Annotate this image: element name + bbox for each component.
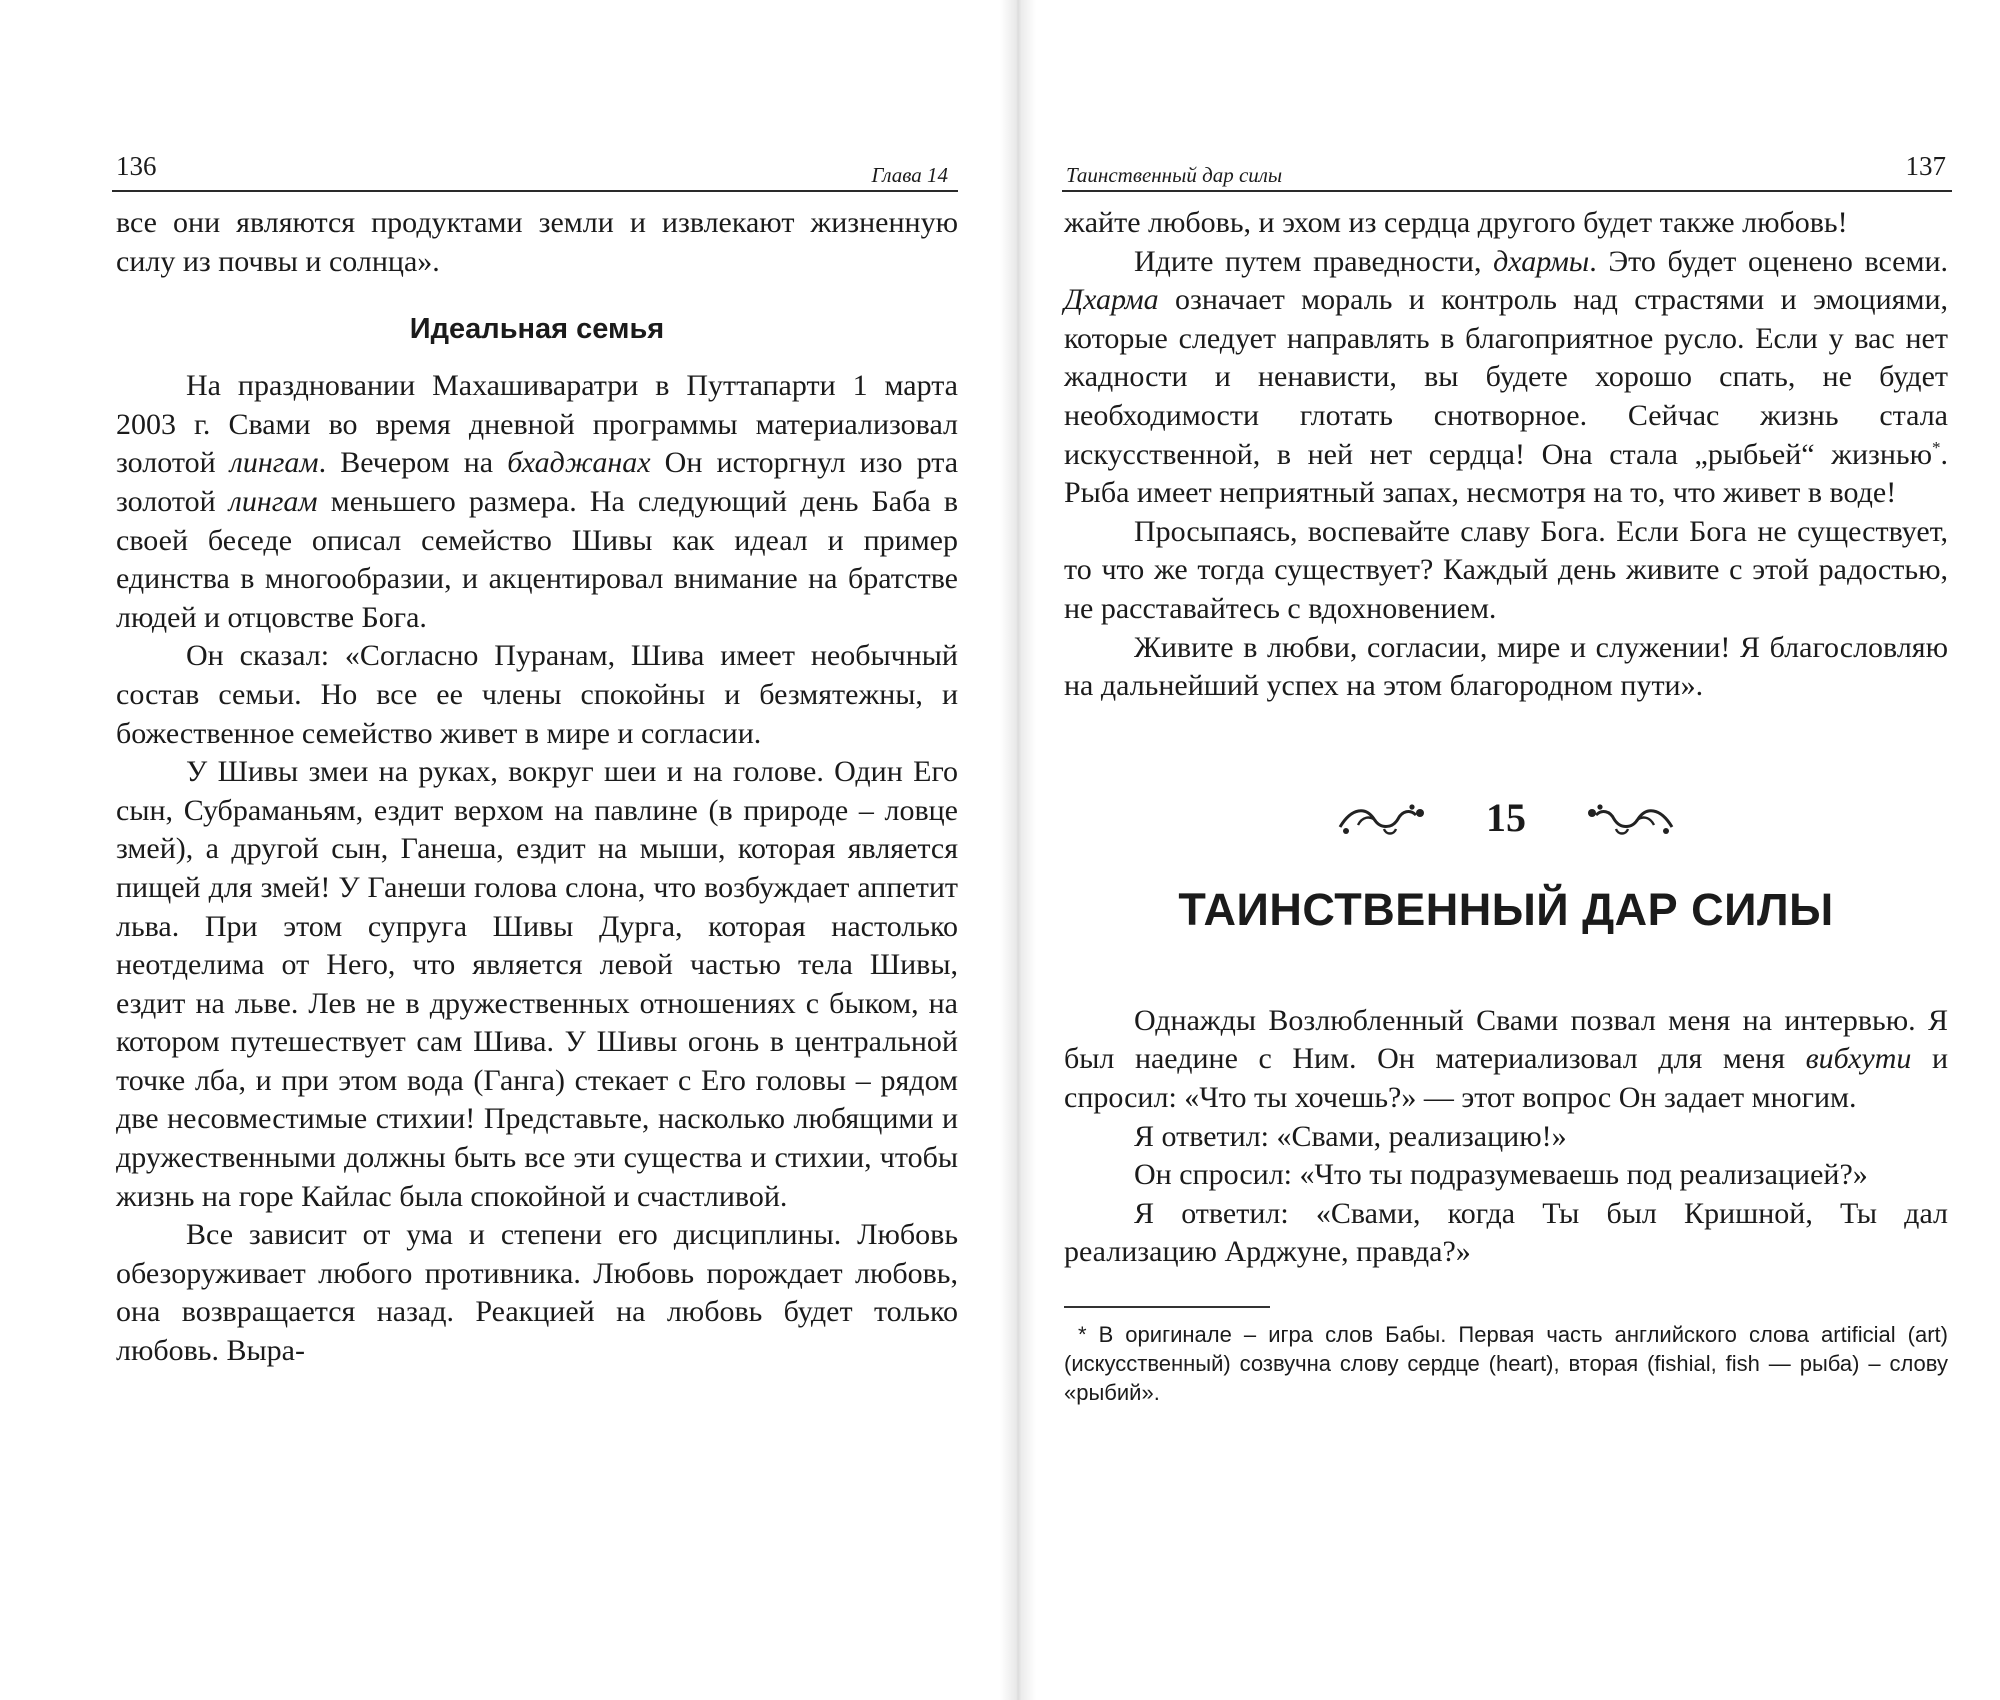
running-head-chapter: Глава 14 (871, 163, 948, 187)
paragraph: Просыпаясь, воспевайте славу Бога. Если Бога не существует, то что же тогда существует? Каждый день живите с этой радостью, не расставайтесь с вдохновением. (1064, 514, 1948, 625)
flourish-left-icon (1336, 799, 1428, 837)
paragraph: Идите путем праведности, дхармы. Это будет оценено всеми. Дхарма означает мораль и контроль над страстями и эмоциями, которые следует направлять в благоприятное русло. Если у вас нет жадности и ненависти, вы будете хорошо спать, не будет необходимости глотать снотворное. Сейчас жизнь стала искусственной, в ней нет сердца! Она стала „рыбьей“ жизнью*. Рыба имеет неприятный запах, несмотря на то, что живет в воде! (1064, 244, 1948, 510)
paragraph: Все зависит от ума и степени его дисциплины. Любовь обезоруживает любого противника. Любовь порождает любовь, она возвращается назад. Реакцией на любовь будет только любовь. Выра- (116, 1218, 958, 1368)
paragraph: На праздновании Махашиваратри в Путтапарти 1 марта 2003 г. Свами во время дневной программы материализовал золотой лингам. Вечером на бхаджанах Он исторгнул изо рта золотой лингам меньшего размера. На следующий день Баба в своей беседе описал семейство Шивы как идеал и пример единства в многообразии, и акцентировал внимание на братстве людей и отцовстве Бога. (116, 369, 959, 634)
paragraph: У Шивы змеи на руках, вокруг шеи и на голове. Один Его сын, Субраманьям, ездит верхом на павлине (в природе – ловце змей), а другой сын, Ганеша, ездит на мыши, которая является пищей для змей! У Ганеши голова слона, что возбуждает аппетит льва. При этом супруга Шивы Дурга, которая настолько неотделима от Него, что является левой частью тела Шивы, ездит на льве. Лев не в дружественных отношениях с быком, на котором путешествует сам Шива. У Шивы огонь в центральной точке лба, и при этом вода (Ганга) стекает с Его головы – рядом две несовместимые стихии! Представьте, насколько любящими и дружественными должны быть все эти существа и стихии, чтобы жизнь на горе Кайлас была спокойной и счастливой. (116, 755, 958, 1213)
flourish-right-icon (1584, 799, 1676, 837)
paragraph: жайте любовь, и эхом из сердца другого будет также любовь! (1064, 206, 1848, 239)
paragraph: Однажды Возлюбленный Свами позвал меня на интервью. Я был наедине с Ним. Он материализовал для меня вибхути и спросил: «Что ты хочешь?» — этот вопрос Он задает многим. (1064, 1003, 1948, 1114)
running-head-left (112, 148, 958, 192)
paragraph: Он сказал: «Согласно Пуранам, Шива имеет необычный состав семьи. Но все ее члены спокойны и безмятежны, и божественное семейство живет в мире и согласии. (116, 639, 958, 750)
footnote: * В оригинале – игра слов Бабы. Первая часть английского слова artificial (art) (искусственный) созвучна слову сердце (heart), вторая (fishial, fish — рыба) – слову «рыбий». (1064, 1321, 1948, 1405)
chapter-title: ТАИНСТВЕННЫЙ ДАР СИЛЫ (1178, 883, 1834, 935)
paragraph: Он спросил: «Что ты подразумеваешь под реализацией?» (1134, 1158, 1868, 1192)
header-rule (1062, 190, 1952, 192)
chapter-number-text: 15 (1486, 794, 1526, 840)
running-head-right (1062, 148, 1952, 192)
header-rule (112, 190, 958, 192)
right-page-body (1064, 204, 1948, 1407)
footnote-rule (1064, 1306, 1270, 1308)
paragraph: Я ответил: «Свами, реализацию!» (1134, 1119, 1567, 1153)
paragraph: все они являются продуктами земли и извлекают жизненную силу из почвы и солнца». (116, 206, 958, 278)
section-heading: Идеальная семья (409, 313, 665, 346)
right-page (1036, 0, 2000, 1700)
left-page-body (116, 204, 958, 1371)
page-number-right: 137 (1905, 151, 1946, 181)
book-gutter (1000, 0, 1036, 1700)
page-number-left: 136 (116, 151, 157, 181)
running-head-title: Таинственный дар силы (1066, 163, 1283, 187)
paragraph: Я ответил: «Свами, когда Ты был Кришной, Ты дал реализацию Арджуне, правда?» (1064, 1196, 1948, 1269)
chapter-number (1064, 786, 1948, 842)
paragraph: Живите в любви, согласии, мире и служении! Я благословляю на дальнейший успех на этом благородном пути». (1064, 630, 1948, 703)
